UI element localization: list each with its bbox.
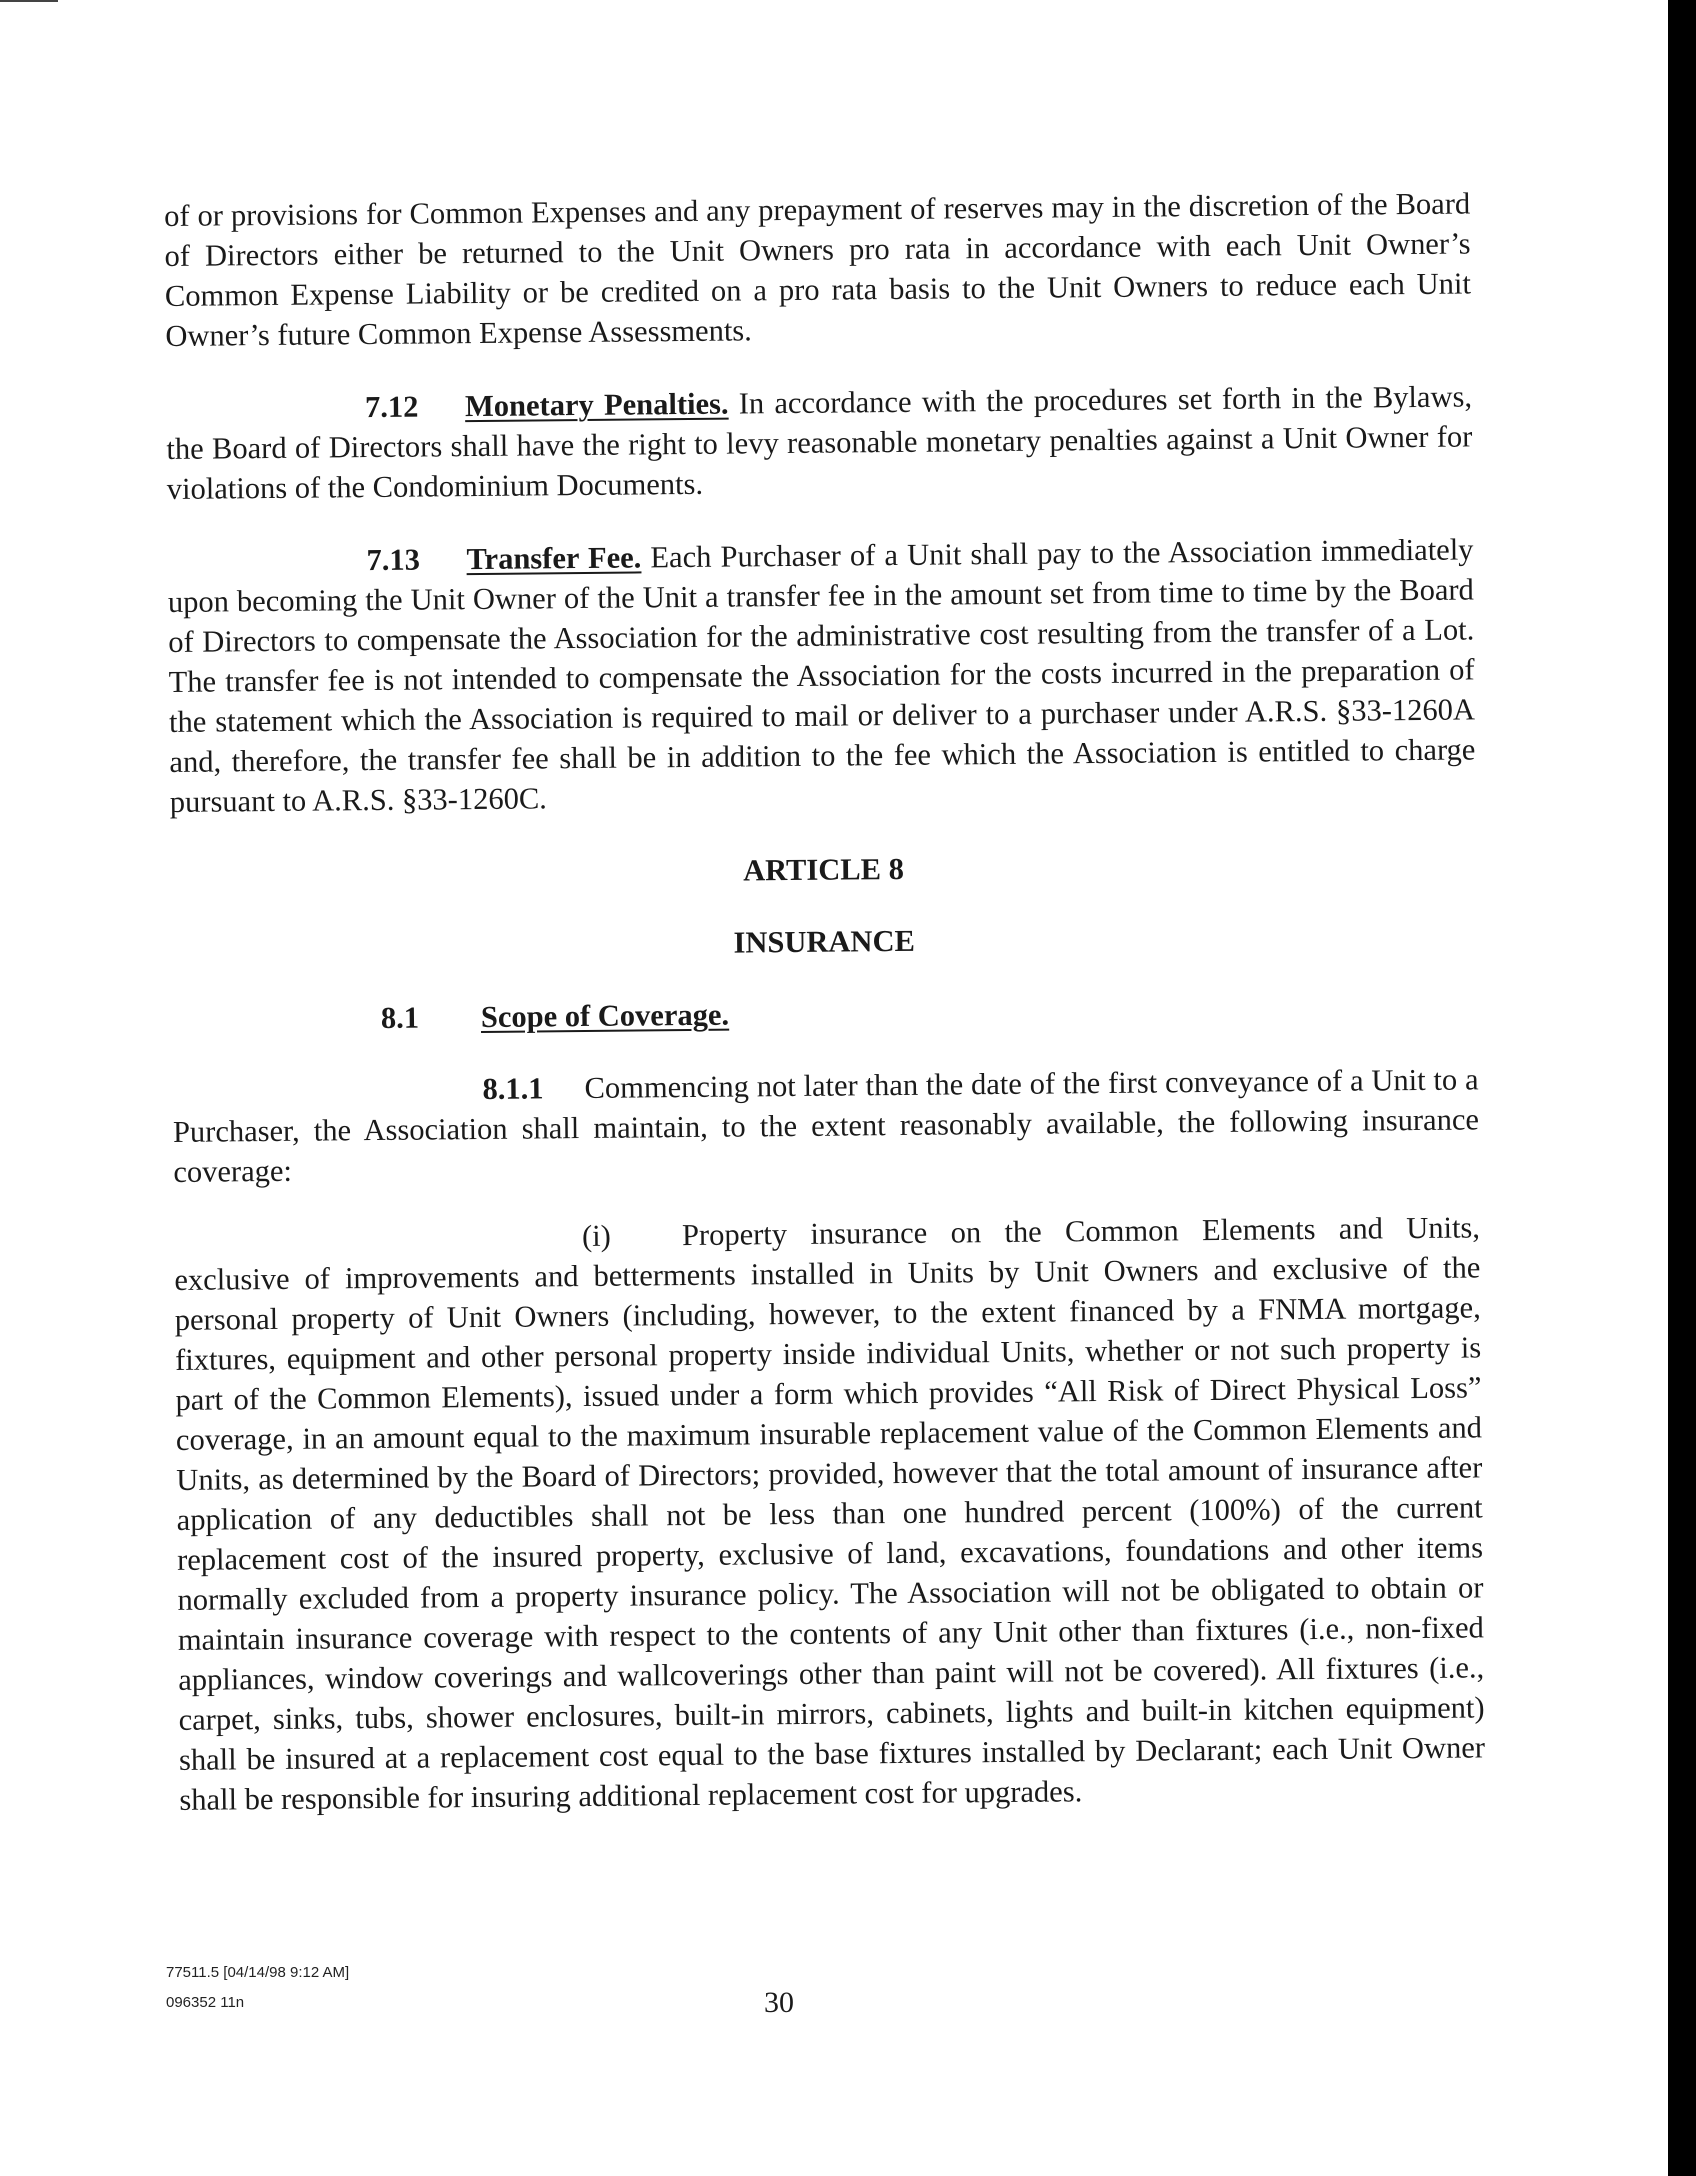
item-marker: (i) bbox=[581, 1218, 611, 1254]
section-number: 7.13 bbox=[366, 542, 421, 578]
section-heading: Transfer Fee. bbox=[466, 540, 642, 577]
section-number: 8.1.1 bbox=[482, 1071, 544, 1106]
scan-corner-mark bbox=[0, 0, 58, 2]
section-body: Each Purchaser of a Unit shall pay to the Association immediately upon becoming the Unit Owner of the Unit a transfer fee in the amount set from time to time by the Board of Directors to compensate the Association for the administrative cost resulting from the transfer of a Lot. The transfer fee is not intended to compensate the Association for the costs incurred in the preparation of the statement which the Association is required to mail or deliver to a purchaser under A.R.S. §33-1260A and, therefore, the transfer fee shall be in addition to the fee which the Association is entitled to charge pursuant to A.R.S. §33-1260C. bbox=[167, 532, 1476, 819]
continuation-paragraph: of or provisions for Common Expenses and any prepayment of reserves may in the discretion of the Board of Directors either be returned to the Unit Owners pro rata in accordance with each Unit Owner’s Common Expense Liability or be credited on a pro rata basis to the Unit Owners to reduce each Unit Owner’s future Common Expense Assessments. bbox=[164, 186, 1472, 353]
page-number: 30 bbox=[764, 1986, 794, 2019]
coverage-item-i bbox=[174, 1207, 1486, 1820]
section-body: Commencing not later than the date of the first conveyance of a Unit to a Purchaser, the Association shall maintain, to the extent reasonably available, the following insurance coverage: bbox=[172, 1062, 1480, 1189]
section-number: 7.12 bbox=[364, 389, 419, 425]
section-8-1 bbox=[172, 987, 1478, 1040]
section-7-12 bbox=[166, 376, 1473, 509]
section-body: In accordance with the procedures set forth in the Bylaws, the Board of Directors shall have the right to levy reasonable monetary penalties against a Unit Owner for violations of the Condominium Documents. bbox=[166, 379, 1473, 506]
article-title: INSURANCE bbox=[733, 923, 916, 960]
item-body: Property insurance on the Common Elements and Units, exclusive of improvements and betterments installed in Units by Unit Owners and exclusive of the personal property of Unit Owners (including, however, to the extent financed by a FNMA mortgage, fixtures, equipment and other personal property inside individual Units, whether or not such property is part of the Common Elements), issued under a form which provides “All Risk of Direct Physical Loss” coverage, in an amount equal to the maximum insurable replacement value of the Common Elements and Units, as determined by the Board of Directors; provided, however that the total amount of insurance after application of any deductibles shall not be less than one hundred percent (100%) of the current replacement cost of the insured property, exclusive of land, excavations, foundations and other items normally excluded from a property insurance policy. The Association will not be obligated to obtain or maintain insurance coverage with respect to the contents of any Unit other than fixtures (i.e., non-fixed appliances, window coverings and wallcoverings other than paint will not be covered). All fixtures (i.e., carpet, sinks, tubs, shower enclosures, built-in mirrors, cabinets, lights and built-in kitchen equipment) shall be insured at a replacement cost equal to the base fixtures installed by Declarant; each Unit Owner shall be responsible for insuring additional replacement cost for upgrades. bbox=[174, 1210, 1486, 1817]
document-id: 77511.5 [04/14/98 9:12 AM] bbox=[166, 1964, 350, 1981]
footer-identifiers bbox=[166, 1958, 349, 2018]
section-heading: Scope of Coverage. bbox=[480, 997, 730, 1034]
article-number: ARTICLE 8 bbox=[742, 851, 905, 888]
section-number: 8.1 bbox=[380, 1000, 420, 1035]
section-heading: Monetary Penalties. bbox=[464, 386, 729, 424]
document-page bbox=[164, 183, 1486, 1819]
section-8-1-1 bbox=[172, 1059, 1479, 1192]
section-7-13 bbox=[167, 529, 1476, 822]
scan-edge-shadow bbox=[1668, 0, 1696, 2176]
file-code: 096352 11n bbox=[166, 1994, 245, 2011]
